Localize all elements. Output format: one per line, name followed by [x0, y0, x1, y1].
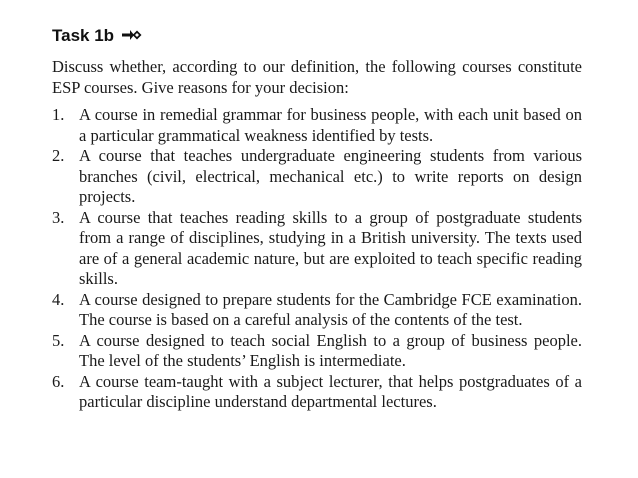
task-heading	[52, 26, 142, 46]
item-number: 3.	[52, 207, 65, 227]
list-item	[52, 331, 582, 372]
list-item	[52, 146, 582, 208]
item-number: 6.	[52, 371, 65, 391]
intro-text: Discuss whether, according to our definition, the following courses constitute ESP courses. Give reasons for your decision:	[52, 57, 582, 97]
list-item	[52, 290, 582, 331]
task-instructions	[52, 57, 582, 98]
list-item	[52, 372, 582, 413]
item-number: 1.	[52, 105, 65, 124]
item-number: 2.	[52, 146, 65, 165]
item-text: A course that teaches reading skills to a group of postgraduate students from a range of disciplines, studying in a British university. The texts used are of a general academic nature, but are exploited to teach specific reading skills.	[79, 207, 582, 288]
item-text: A course designed to prepare students for the Cambridge FCE examination. The course is based on a careful analysis of the contents of the test.	[79, 289, 582, 329]
list-item	[52, 105, 582, 146]
item-text: A course that teaches undergraduate engineering students from various branches (civil, electrical, mechanical etc.) to write reports on design projects.	[79, 146, 582, 206]
item-text: A course team-taught with a subject lecturer, that helps postgraduates of a particular discipline understand departmental lectures.	[79, 371, 582, 411]
list-item	[52, 208, 582, 290]
task-title: Task 1b	[52, 26, 115, 45]
course-list	[52, 105, 582, 413]
item-number: 5.	[52, 330, 65, 350]
item-text: A course in remedial grammar for business people, with each unit based on a particular grammatical weakness identified by tests.	[79, 105, 582, 145]
arrow-diamond-icon	[122, 26, 142, 46]
item-text: A course designed to teach social English to a group of business people. The level of the students’ English is intermediate.	[79, 330, 582, 370]
item-number: 4.	[52, 289, 65, 309]
